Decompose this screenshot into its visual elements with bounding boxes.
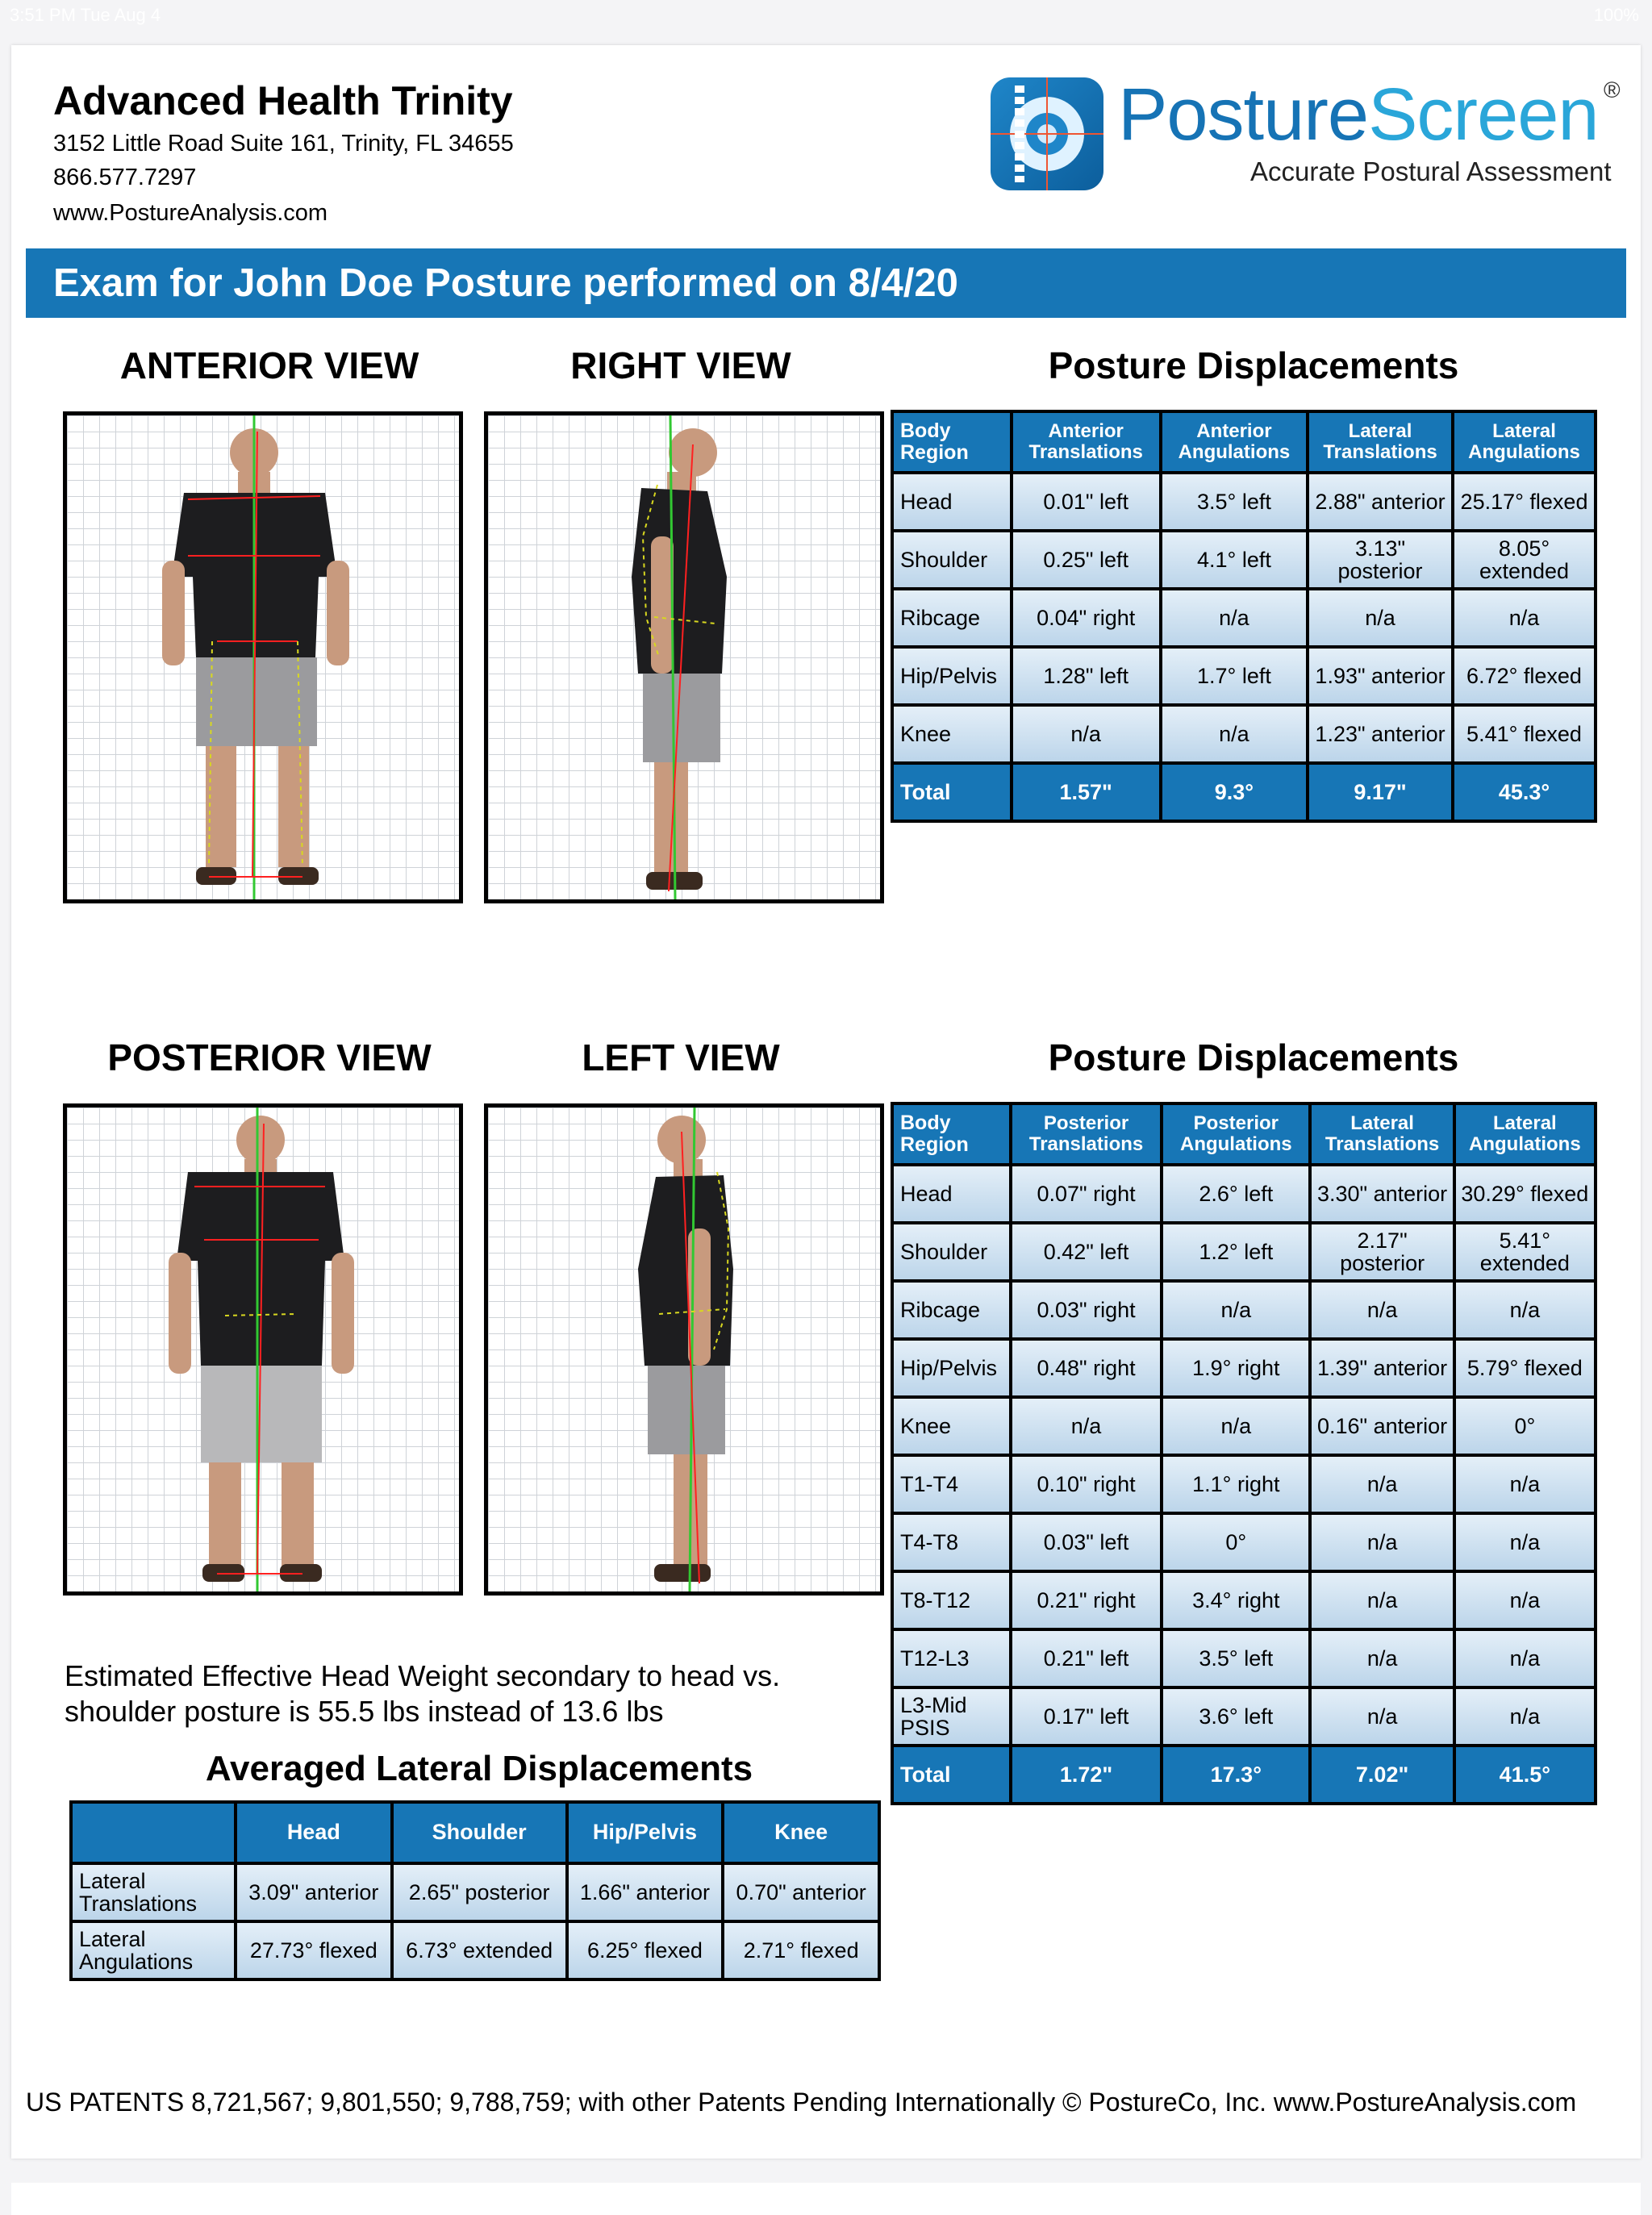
status-bar xyxy=(0,0,1652,32)
table-cell: 3.6° left xyxy=(1163,1689,1308,1744)
table-row xyxy=(894,1573,1594,1628)
table-header-row xyxy=(73,1804,878,1862)
table-cell: 2.17" posterior xyxy=(1312,1224,1452,1279)
table-cell: n/a xyxy=(1456,1283,1594,1337)
left-view-photo xyxy=(484,1103,884,1596)
posturescreen-target-icon xyxy=(991,77,1103,190)
table-row xyxy=(894,1224,1594,1279)
table-cell: 3.13" posterior xyxy=(1309,532,1451,587)
table-cell: 6.73° extended xyxy=(394,1923,565,1978)
table-cell: n/a xyxy=(1309,590,1451,645)
table-cell: n/a xyxy=(1456,1515,1594,1570)
table-cell: 2.65" posterior xyxy=(394,1865,565,1920)
posterior-posture-figure xyxy=(67,1108,459,1591)
table-cell: 4.1° left xyxy=(1162,532,1306,587)
clinic-phone: 866.577.7297 xyxy=(53,165,197,190)
header-cell: Lateral Translations xyxy=(1312,1105,1452,1163)
table-cell: 3.09" anterior xyxy=(237,1865,390,1920)
table-cell: Hip/Pelvis xyxy=(894,1341,1009,1395)
table-cell: 1.1° right xyxy=(1163,1457,1308,1512)
right-posture-figure xyxy=(488,415,880,899)
table-cell: 1.39" anterior xyxy=(1312,1341,1452,1395)
left-view-title: LEFT VIEW xyxy=(582,1037,780,1078)
table-cell: 1.66" anterior xyxy=(569,1865,722,1920)
table-cell: 0.10" right xyxy=(1012,1457,1160,1512)
table-cell: n/a xyxy=(1013,707,1159,761)
logo-wordmark: PostureScreen xyxy=(1118,73,1599,156)
table-cell: n/a xyxy=(1312,1631,1452,1686)
header-cell: Anterior Angulations xyxy=(1162,413,1306,471)
table-cell: Lateral Translations xyxy=(73,1865,234,1920)
table-cell: 0.16" anterior xyxy=(1312,1399,1452,1454)
table-cell: Head xyxy=(894,1166,1009,1221)
clinic-name: Advanced Health Trinity xyxy=(53,78,513,123)
table-cell: T8-T12 xyxy=(894,1573,1009,1628)
right-view-title: RIGHT VIEW xyxy=(570,344,791,386)
table-row xyxy=(894,1689,1594,1744)
header-cell: Anterior Translations xyxy=(1013,413,1159,471)
table-cell: n/a xyxy=(1163,1283,1308,1337)
header-cell: Lateral Angulations xyxy=(1454,413,1594,471)
table-cell: 5.79° flexed xyxy=(1456,1341,1594,1395)
anterior-view-title: ANTERIOR VIEW xyxy=(119,344,419,386)
table-cell: n/a xyxy=(1456,1689,1594,1744)
table-cell: 2.6° left xyxy=(1163,1166,1308,1221)
total-cell: 1.57" xyxy=(1013,765,1159,820)
table-row xyxy=(894,474,1594,529)
table-cell: n/a xyxy=(1312,1515,1452,1570)
table-cell: 8.05° extended xyxy=(1454,532,1594,587)
table-cell: 6.72° flexed xyxy=(1454,649,1594,703)
table-cell: 0.42" left xyxy=(1012,1224,1160,1279)
anterior-posture-figure xyxy=(67,415,459,899)
posterior-view-title: POSTERIOR VIEW xyxy=(107,1037,432,1078)
header-cell xyxy=(73,1804,234,1862)
table-cell: n/a xyxy=(1163,1399,1308,1454)
table-cell: T12-L3 xyxy=(894,1631,1009,1686)
table-cell: 3.30" anterior xyxy=(1312,1166,1452,1221)
table-row xyxy=(894,590,1594,645)
patents-footer: US PATENTS 8,721,567; 9,801,550; 9,788,759; with other Patents Pending Internationally © PostureCo, Inc. www.PostureAnalysis.com xyxy=(26,2088,1577,2117)
head-weight-note: Estimated Effective Head Weight secondary to head vs. shoulder posture is 55.5 lbs instead of 13.6 lbs xyxy=(65,1659,781,1728)
header-cell: Body Region xyxy=(894,1105,1009,1163)
table-cell: 0.25" left xyxy=(1013,532,1159,587)
table-cell: n/a xyxy=(1456,1457,1594,1512)
table-total-row xyxy=(894,1747,1594,1802)
table-cell: 0.04" right xyxy=(1013,590,1159,645)
header-cell: Posterior Angulations xyxy=(1163,1105,1308,1163)
total-cell: 41.5° xyxy=(1456,1747,1594,1802)
table-header-row xyxy=(894,413,1594,471)
total-cell: 45.3° xyxy=(1454,765,1594,820)
table-cell: n/a xyxy=(1012,1399,1160,1454)
clinic-website: www.PostureAnalysis.com xyxy=(53,200,328,226)
table-cell: 0.48" right xyxy=(1012,1341,1160,1395)
table-cell: 0.21" left xyxy=(1012,1631,1160,1686)
table-cell: Knee xyxy=(894,707,1010,761)
table-cell: 0.03" right xyxy=(1012,1283,1160,1337)
table-cell: n/a xyxy=(1312,1689,1452,1744)
table-total-row xyxy=(894,765,1594,820)
averaged-lateral-displacements-table xyxy=(69,1800,881,1981)
table-cell: 0.17" left xyxy=(1012,1689,1160,1744)
anterior-view-photo xyxy=(63,411,463,903)
total-cell: 7.02" xyxy=(1312,1747,1452,1802)
table-cell: 0° xyxy=(1163,1515,1308,1570)
table-cell: Ribcage xyxy=(894,590,1010,645)
right-view-photo xyxy=(484,411,884,903)
table-cell: 30.29° flexed xyxy=(1456,1166,1594,1221)
table-header-row xyxy=(894,1105,1594,1163)
table-row xyxy=(894,1515,1594,1570)
header-cell: Lateral Translations xyxy=(1309,413,1451,471)
table-cell: 1.7° left xyxy=(1162,649,1306,703)
posture-displacements-table-1 xyxy=(891,410,1597,823)
total-cell: 9.3° xyxy=(1162,765,1306,820)
table-cell: 3.5° left xyxy=(1163,1631,1308,1686)
table-cell: 27.73° flexed xyxy=(237,1923,390,1978)
table-cell: 0.70" anterior xyxy=(724,1865,878,1920)
header-cell: Knee xyxy=(724,1804,878,1862)
header-cell: Head xyxy=(237,1804,390,1862)
table-cell: 5.41° extended xyxy=(1456,1224,1594,1279)
logo-tagline: Accurate Postural Assessment xyxy=(1250,156,1612,186)
posterior-view-photo xyxy=(63,1103,463,1596)
table-cell: 1.9° right xyxy=(1163,1341,1308,1395)
table-cell: n/a xyxy=(1312,1457,1452,1512)
table-cell: 2.88" anterior xyxy=(1309,474,1451,529)
table-cell: 1.28" left xyxy=(1013,649,1159,703)
total-cell: 17.3° xyxy=(1163,1747,1308,1802)
table-row xyxy=(73,1865,878,1920)
table-cell: 6.25° flexed xyxy=(569,1923,722,1978)
report-page xyxy=(11,45,1641,2159)
header-cell: Lateral Angulations xyxy=(1456,1105,1594,1163)
total-cell: 1.72" xyxy=(1012,1747,1160,1802)
table-cell: 1.93" anterior xyxy=(1309,649,1451,703)
table-cell: Head xyxy=(894,474,1010,529)
total-cell: Total xyxy=(894,765,1010,820)
table-cell: Hip/Pelvis xyxy=(894,649,1010,703)
table-cell: Ribcage xyxy=(894,1283,1009,1337)
table-cell: 0.21" right xyxy=(1012,1573,1160,1628)
table-cell: Lateral Angulations xyxy=(73,1923,234,1978)
table-row xyxy=(73,1923,878,1978)
displacements-title-1: Posture Displacements xyxy=(1048,344,1459,386)
table-cell: n/a xyxy=(1456,1631,1594,1686)
table-cell: 0.01" left xyxy=(1013,474,1159,529)
table-row xyxy=(894,1399,1594,1454)
clinic-address: 3152 Little Road Suite 161, Trinity, FL 34655 xyxy=(53,131,514,156)
table-cell: T4-T8 xyxy=(894,1515,1009,1570)
table-cell: 3.5° left xyxy=(1162,474,1306,529)
header-cell: Hip/Pelvis xyxy=(569,1804,722,1862)
table-cell: 0.07" right xyxy=(1012,1166,1160,1221)
table-cell: 0° xyxy=(1456,1399,1594,1454)
table-cell: 2.71° flexed xyxy=(724,1923,878,1978)
averaged-lateral-title: Averaged Lateral Displacements xyxy=(205,1749,753,1788)
table-row xyxy=(894,707,1594,761)
total-cell: Total xyxy=(894,1747,1009,1802)
table-cell: T1-T4 xyxy=(894,1457,1009,1512)
table-row xyxy=(894,649,1594,703)
table-cell: Knee xyxy=(894,1399,1009,1454)
next-page-edge xyxy=(11,2183,1641,2215)
table-cell: 25.17° flexed xyxy=(1454,474,1594,529)
status-time: 3:51 PM Tue Aug 4 xyxy=(10,5,161,25)
table-row xyxy=(894,1283,1594,1337)
total-cell: 9.17" xyxy=(1309,765,1451,820)
table-cell: 0.03" left xyxy=(1012,1515,1160,1570)
table-cell: 1.2° left xyxy=(1163,1224,1308,1279)
exam-banner: Exam for John Doe Posture performed on 8/4/20 xyxy=(26,248,1626,318)
header-cell: Shoulder xyxy=(394,1804,565,1862)
table-row xyxy=(894,1166,1594,1221)
table-cell: L3-Mid PSIS xyxy=(894,1689,1009,1744)
header-cell: Body Region xyxy=(894,413,1010,471)
table-cell: n/a xyxy=(1454,590,1594,645)
table-cell: n/a xyxy=(1456,1573,1594,1628)
posturescreen-logo xyxy=(991,73,1636,198)
posture-displacements-table-2 xyxy=(891,1102,1597,1805)
table-cell: n/a xyxy=(1162,707,1306,761)
displacements-title-2: Posture Displacements xyxy=(1048,1037,1459,1078)
table-row xyxy=(894,532,1594,587)
table-cell: 1.23" anterior xyxy=(1309,707,1451,761)
left-posture-figure xyxy=(488,1108,880,1591)
status-battery: 100% xyxy=(1593,5,1639,25)
table-cell: Shoulder xyxy=(894,1224,1009,1279)
table-cell: n/a xyxy=(1312,1573,1452,1628)
table-row xyxy=(894,1341,1594,1395)
logo-registered-mark: ® xyxy=(1604,77,1621,102)
header-cell: Posterior Translations xyxy=(1012,1105,1160,1163)
table-row xyxy=(894,1631,1594,1686)
table-row xyxy=(894,1457,1594,1512)
table-cell: Shoulder xyxy=(894,532,1010,587)
table-cell: n/a xyxy=(1312,1283,1452,1337)
table-cell: 3.4° right xyxy=(1163,1573,1308,1628)
table-cell: 5.41° flexed xyxy=(1454,707,1594,761)
table-cell: n/a xyxy=(1162,590,1306,645)
